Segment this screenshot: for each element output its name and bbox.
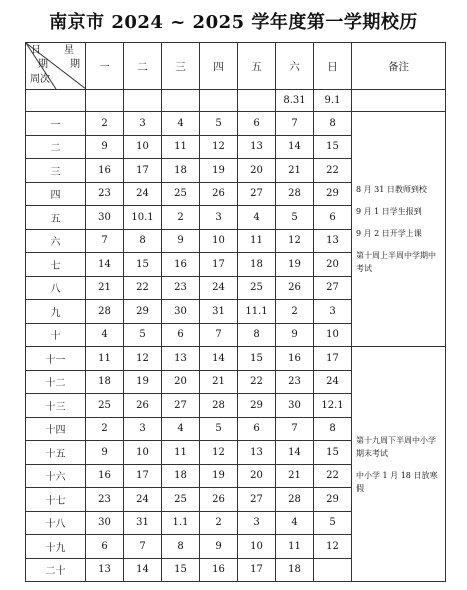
remarks-cell bbox=[352, 112, 446, 347]
remark-note: 9 月 1 日学生报到 bbox=[356, 207, 422, 216]
day-cell: 20 bbox=[238, 464, 276, 488]
day-cell: 9.1 bbox=[314, 90, 352, 112]
day-cell: 22 bbox=[314, 159, 352, 183]
corner-zhouci: 周次 bbox=[30, 74, 50, 85]
day-cell: 11.1 bbox=[238, 300, 276, 324]
day-cell: 6 bbox=[238, 417, 276, 441]
day-cell: 9 bbox=[200, 535, 238, 559]
day-cell: 21 bbox=[276, 464, 314, 488]
day-cell: 2 bbox=[86, 112, 124, 136]
day-cell: 9 bbox=[86, 135, 124, 159]
day-cell: 8.31 bbox=[276, 90, 314, 112]
day-cell: 6 bbox=[238, 112, 276, 136]
day-cell: 30 bbox=[276, 394, 314, 418]
day-cell: 31 bbox=[124, 511, 162, 535]
day-cell: 26 bbox=[200, 182, 238, 206]
weekday-header: 六 bbox=[276, 43, 314, 90]
day-cell: 18 bbox=[238, 253, 276, 277]
day-cell: 11 bbox=[238, 229, 276, 253]
day-cell: 17 bbox=[238, 558, 276, 582]
day-cell: 4 bbox=[276, 511, 314, 535]
day-cell: 15 bbox=[314, 441, 352, 465]
day-cell: 13 bbox=[314, 229, 352, 253]
day-cell: 2 bbox=[86, 417, 124, 441]
day-cell: 14 bbox=[124, 558, 162, 582]
remarks-cell-empty bbox=[352, 90, 446, 112]
day-cell: 27 bbox=[314, 276, 352, 300]
day-cell: 12.1 bbox=[314, 394, 352, 418]
day-cell: 16 bbox=[86, 464, 124, 488]
day-cell: 14 bbox=[276, 135, 314, 159]
page-title: 南京市 2024 ~ 2025 学年度第一学期校历 bbox=[49, 12, 418, 33]
remark-note: 第十九周下半周中小学期末考试 bbox=[356, 435, 436, 458]
day-cell: 7 bbox=[200, 323, 238, 347]
day-cell: 18 bbox=[162, 159, 200, 183]
corner-qi-right: 期 bbox=[70, 59, 80, 70]
day-cell: 7 bbox=[276, 112, 314, 136]
day-cell: 27 bbox=[162, 394, 200, 418]
day-cell: 24 bbox=[200, 276, 238, 300]
weekday-header: 四 bbox=[200, 43, 238, 90]
day-cell: 24 bbox=[124, 488, 162, 512]
week-label: 十 bbox=[26, 323, 86, 347]
day-cell: 7 bbox=[86, 229, 124, 253]
corner-qi-left: 期 bbox=[38, 59, 48, 70]
day-cell: 19 bbox=[200, 159, 238, 183]
day-cell: 12 bbox=[200, 441, 238, 465]
remark-note: 8 月 31 日教师到校 bbox=[356, 185, 427, 194]
week-label bbox=[26, 90, 86, 112]
day-cell bbox=[124, 90, 162, 112]
day-cell: 23 bbox=[86, 488, 124, 512]
week-label: 十一 bbox=[26, 347, 86, 371]
week-label: 二十 bbox=[26, 558, 86, 582]
day-cell: 27 bbox=[238, 488, 276, 512]
day-cell: 5 bbox=[200, 112, 238, 136]
day-cell: 10 bbox=[124, 135, 162, 159]
day-cell: 5 bbox=[200, 417, 238, 441]
day-cell: 12 bbox=[124, 347, 162, 371]
week-row bbox=[26, 347, 446, 371]
day-cell: 10 bbox=[238, 535, 276, 559]
week-label: 十四 bbox=[26, 417, 86, 441]
weekday-header: 三 bbox=[162, 43, 200, 90]
week-label: 十二 bbox=[26, 370, 86, 394]
day-cell: 15 bbox=[162, 558, 200, 582]
day-cell: 11 bbox=[162, 441, 200, 465]
day-cell: 18 bbox=[162, 464, 200, 488]
week-label: 十七 bbox=[26, 488, 86, 512]
corner-ri: 日 bbox=[31, 45, 41, 56]
day-cell: 29 bbox=[314, 488, 352, 512]
day-cell: 2 bbox=[162, 206, 200, 230]
day-cell: 13 bbox=[238, 135, 276, 159]
day-cell: 26 bbox=[200, 488, 238, 512]
weekday-header: 日 bbox=[314, 43, 352, 90]
day-cell: 21 bbox=[200, 370, 238, 394]
day-cell: 30 bbox=[162, 300, 200, 324]
day-cell: 22 bbox=[124, 276, 162, 300]
day-cell: 25 bbox=[238, 276, 276, 300]
day-cell: 5 bbox=[314, 511, 352, 535]
day-cell: 29 bbox=[124, 300, 162, 324]
day-cell: 29 bbox=[238, 394, 276, 418]
week-label: 六 bbox=[26, 229, 86, 253]
day-cell: 3 bbox=[124, 417, 162, 441]
day-cell: 10.1 bbox=[124, 206, 162, 230]
day-cell: 19 bbox=[276, 253, 314, 277]
day-cell: 9 bbox=[162, 229, 200, 253]
day-cell: 3 bbox=[200, 206, 238, 230]
remark-note: 第十周上半周中学期中考试 bbox=[356, 251, 436, 273]
day-cell: 5 bbox=[276, 206, 314, 230]
week-label: 二 bbox=[26, 135, 86, 159]
school-calendar-table bbox=[25, 42, 446, 582]
day-cell: 10 bbox=[200, 229, 238, 253]
day-cell: 14 bbox=[200, 347, 238, 371]
day-cell: 15 bbox=[238, 347, 276, 371]
day-cell: 24 bbox=[124, 182, 162, 206]
day-cell: 25 bbox=[162, 488, 200, 512]
day-cell: 25 bbox=[86, 394, 124, 418]
day-cell: 31 bbox=[200, 300, 238, 324]
day-cell: 8 bbox=[238, 323, 276, 347]
day-cell: 16 bbox=[162, 253, 200, 277]
week-label: 九 bbox=[26, 300, 86, 324]
week-label: 一 bbox=[26, 112, 86, 136]
day-cell: 29 bbox=[314, 182, 352, 206]
day-cell bbox=[314, 558, 352, 582]
day-cell: 18 bbox=[86, 370, 124, 394]
week-label: 七 bbox=[26, 253, 86, 277]
day-cell: 23 bbox=[86, 182, 124, 206]
remark-note: 中小学 1 月 18 日放寒假 bbox=[356, 470, 438, 493]
day-cell: 17 bbox=[124, 159, 162, 183]
day-cell: 8 bbox=[162, 535, 200, 559]
day-cell: 5 bbox=[124, 323, 162, 347]
day-cell: 19 bbox=[124, 370, 162, 394]
day-cell: 7 bbox=[124, 535, 162, 559]
day-cell: 20 bbox=[162, 370, 200, 394]
day-cell: 8 bbox=[314, 417, 352, 441]
day-cell: 26 bbox=[124, 394, 162, 418]
day-cell: 19 bbox=[200, 464, 238, 488]
day-cell: 9 bbox=[276, 323, 314, 347]
day-cell: 11 bbox=[86, 347, 124, 371]
week-label: 十三 bbox=[26, 394, 86, 418]
day-cell: 15 bbox=[124, 253, 162, 277]
day-cell: 4 bbox=[86, 323, 124, 347]
day-cell: 2 bbox=[200, 511, 238, 535]
day-cell: 28 bbox=[86, 300, 124, 324]
week-label: 五 bbox=[26, 206, 86, 230]
day-cell: 20 bbox=[238, 159, 276, 183]
day-cell: 10 bbox=[124, 441, 162, 465]
day-cell: 21 bbox=[276, 159, 314, 183]
day-cell: 9 bbox=[86, 441, 124, 465]
week-label: 十五 bbox=[26, 441, 86, 465]
corner-header bbox=[26, 43, 86, 90]
day-cell: 22 bbox=[314, 464, 352, 488]
day-cell: 10 bbox=[314, 323, 352, 347]
day-cell: 2 bbox=[276, 300, 314, 324]
day-cell: 15 bbox=[314, 135, 352, 159]
day-cell: 30 bbox=[86, 206, 124, 230]
day-cell: 13 bbox=[162, 347, 200, 371]
day-cell: 16 bbox=[200, 558, 238, 582]
day-cell: 23 bbox=[276, 370, 314, 394]
day-cell: 3 bbox=[314, 300, 352, 324]
day-cell: 28 bbox=[200, 394, 238, 418]
day-cell: 6 bbox=[314, 206, 352, 230]
weekday-header: 一 bbox=[86, 43, 124, 90]
day-cell: 21 bbox=[86, 276, 124, 300]
week-label: 十六 bbox=[26, 464, 86, 488]
week-label: 三 bbox=[26, 159, 86, 183]
day-cell: 25 bbox=[162, 182, 200, 206]
week-row bbox=[26, 112, 446, 136]
day-cell: 16 bbox=[276, 347, 314, 371]
week-label: 八 bbox=[26, 276, 86, 300]
remarks-cell bbox=[352, 347, 446, 582]
day-cell: 22 bbox=[238, 370, 276, 394]
day-cell: 16 bbox=[86, 159, 124, 183]
day-cell: 8 bbox=[314, 112, 352, 136]
week-label: 十八 bbox=[26, 511, 86, 535]
day-cell: 30 bbox=[86, 511, 124, 535]
day-cell bbox=[86, 90, 124, 112]
day-cell: 20 bbox=[314, 253, 352, 277]
day-cell bbox=[162, 90, 200, 112]
day-cell: 8 bbox=[124, 229, 162, 253]
day-cell: 11 bbox=[162, 135, 200, 159]
day-cell: 26 bbox=[276, 276, 314, 300]
day-cell: 28 bbox=[276, 488, 314, 512]
weekday-header: 二 bbox=[124, 43, 162, 90]
day-cell: 14 bbox=[276, 441, 314, 465]
pre-week-row bbox=[26, 90, 446, 112]
day-cell bbox=[200, 90, 238, 112]
day-cell: 11 bbox=[276, 535, 314, 559]
day-cell: 13 bbox=[86, 558, 124, 582]
day-cell: 17 bbox=[200, 253, 238, 277]
day-cell: 7 bbox=[276, 417, 314, 441]
day-cell: 14 bbox=[86, 253, 124, 277]
day-cell: 12 bbox=[314, 535, 352, 559]
week-label: 十九 bbox=[26, 535, 86, 559]
day-cell: 4 bbox=[238, 206, 276, 230]
day-cell: 4 bbox=[162, 417, 200, 441]
remarks-header: 备注 bbox=[352, 43, 446, 90]
day-cell: 6 bbox=[86, 535, 124, 559]
day-cell: 1.1 bbox=[162, 511, 200, 535]
day-cell: 24 bbox=[314, 370, 352, 394]
day-cell: 6 bbox=[162, 323, 200, 347]
day-cell: 3 bbox=[238, 511, 276, 535]
header-row bbox=[26, 43, 446, 90]
day-cell: 23 bbox=[162, 276, 200, 300]
day-cell: 4 bbox=[162, 112, 200, 136]
day-cell: 17 bbox=[124, 464, 162, 488]
day-cell: 12 bbox=[276, 229, 314, 253]
day-cell bbox=[238, 90, 276, 112]
day-cell: 27 bbox=[238, 182, 276, 206]
day-cell: 17 bbox=[314, 347, 352, 371]
day-cell: 18 bbox=[276, 558, 314, 582]
corner-xing: 星 bbox=[64, 45, 74, 56]
week-label: 四 bbox=[26, 182, 86, 206]
remark-note: 9 月 2 日开学上课 bbox=[356, 229, 422, 238]
weekday-header: 五 bbox=[238, 43, 276, 90]
day-cell: 3 bbox=[124, 112, 162, 136]
day-cell: 28 bbox=[276, 182, 314, 206]
day-cell: 12 bbox=[200, 135, 238, 159]
day-cell: 13 bbox=[238, 441, 276, 465]
